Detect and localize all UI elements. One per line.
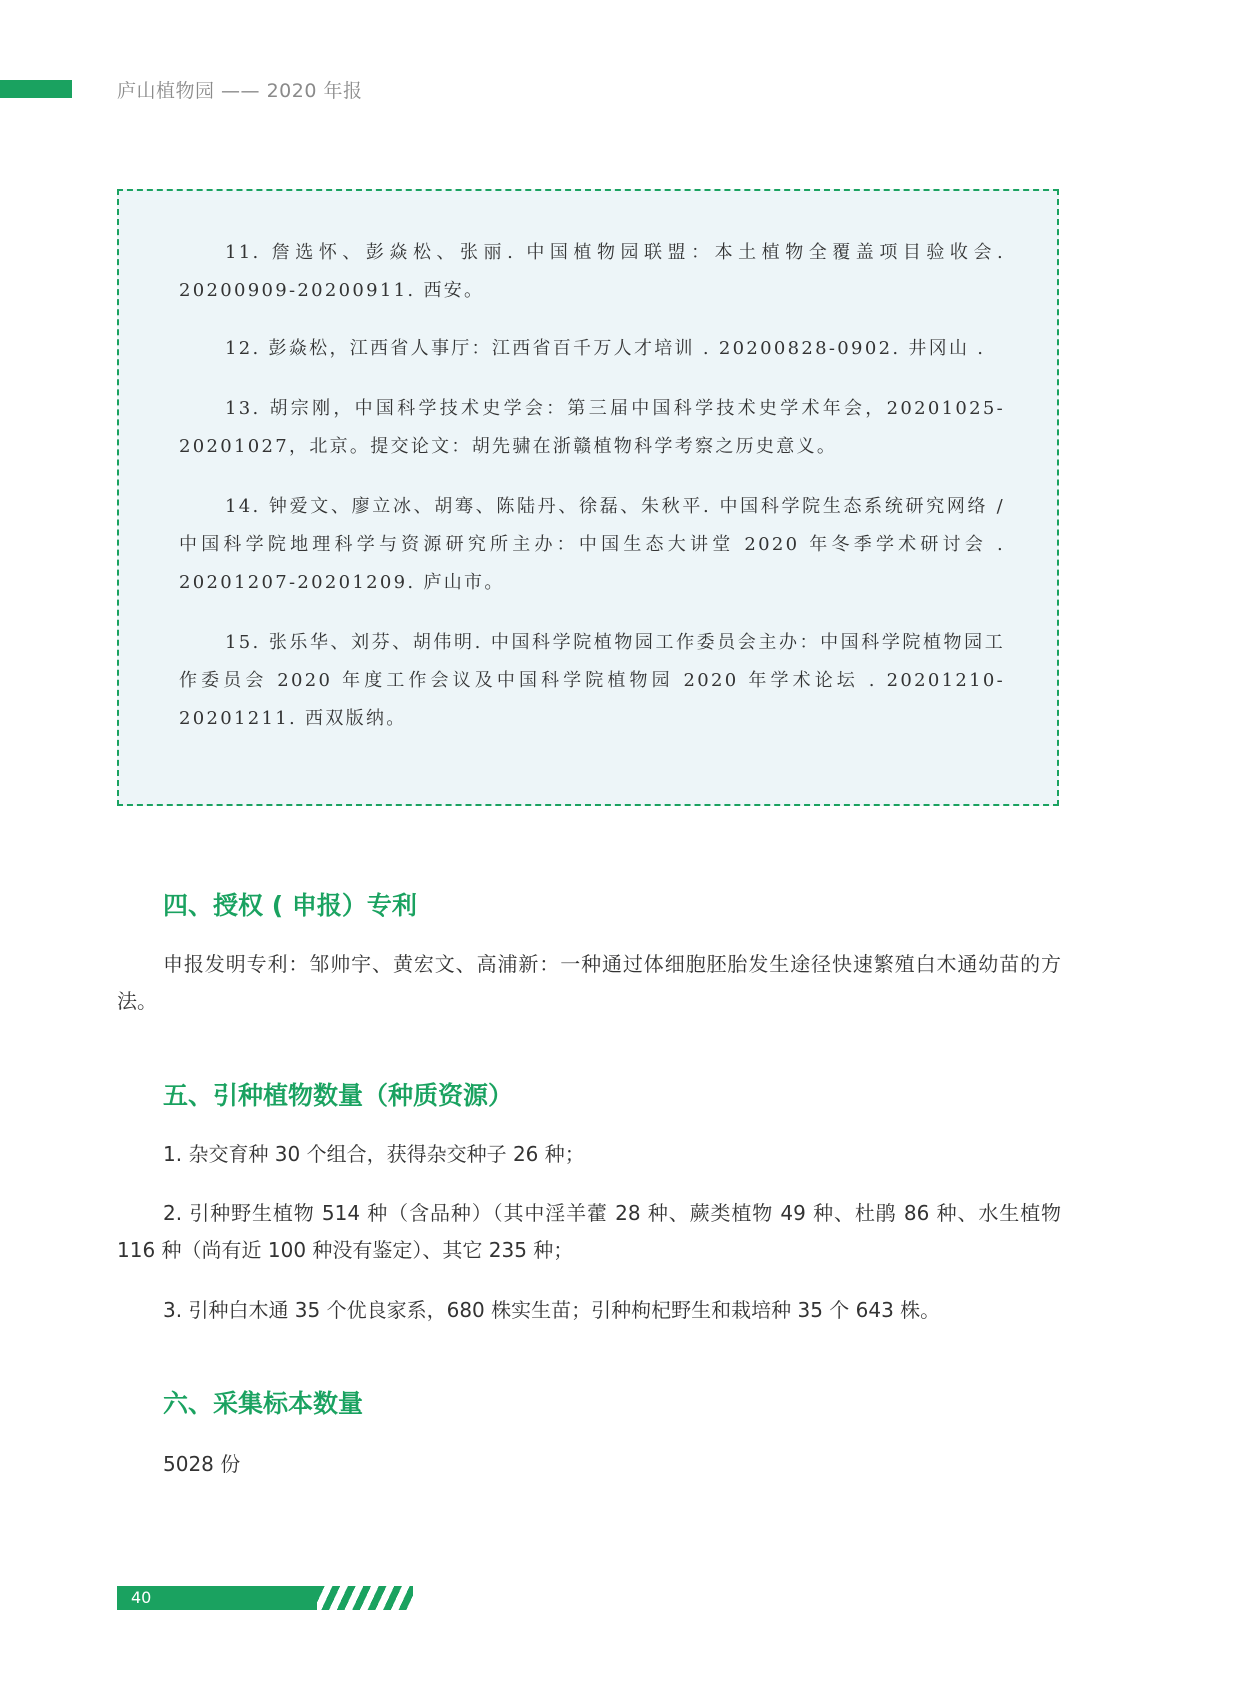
- footer-stripes: [317, 1586, 413, 1610]
- paragraph-akebia-lycium: 3. 引种白木通 35 个优良家系，680 株实生苗；引种枸杞野生和栽培种 35 个 643 株。: [163, 1298, 941, 1322]
- reference-item-15: 15. 张乐华、刘芬、胡伟明. 中国科学院植物园工作委员会主办：中国科学院植物园工作委员会 2020 年度工作会议及中国科学院植物园 2020 年学术论坛 . 20201210-20201211. 西双版纳。: [179, 632, 1005, 729]
- paragraph-specimen-count: 5028 份: [163, 1452, 241, 1476]
- header-accent-bar: [0, 80, 72, 98]
- paragraph-hybrid-breeding: 1. 杂交育种 30 个组合，获得杂交种子 26 种；: [163, 1142, 585, 1166]
- paragraph-wild-plants: 2. 引种野生植物 514 种（含品种）（其中淫羊藿 28 种、蕨类植物 49 种、杜鹃 86 种、水生植物 116 种（尚有近 100 种没有鉴定）、其它 235 种；: [117, 1201, 1061, 1262]
- page-number: 40: [131, 1588, 152, 1607]
- page-number-bar: [117, 1586, 317, 1610]
- reference-item-12: 12. 彭焱松，江西省人事厅：江西省百千万人才培训 . 20200828-0902. 井冈山 .: [225, 338, 986, 359]
- reference-item-14: 14. 钟爱文、廖立冰、胡骞、陈陆丹、徐磊、朱秋平. 中国科学院生态系统研究网络 / 中国科学院地理科学与资源研究所主办：中国生态大讲堂 2020 年冬季学术研讨会 . 20201207-20201209. 庐山市。: [179, 496, 1005, 593]
- reference-item-13: 13. 胡宗刚，中国科学技术史学会：第三届中国科学技术史学术年会，20201025-20201027，北京。提交论文：胡先骕在浙赣植物科学考察之历史意义。: [179, 398, 1005, 457]
- reference-item-11: 11. 詹选怀、彭焱松、张丽. 中国植物园联盟：本土植物全覆盖项目验收会. 20200909-20200911. 西安。: [179, 242, 1005, 301]
- paragraph-patent: 申报发明专利：邹帅宇、黄宏文、高浦新：一种通过体细胞胚胎发生途径快速繁殖白木通幼苗的方法。: [117, 952, 1061, 1013]
- section-heading-introduced-plants: 五、引种植物数量（种质资源）: [163, 1081, 514, 1110]
- running-header: 庐山植物园 —— 2020 年报: [117, 80, 363, 102]
- reference-box: [117, 189, 1059, 806]
- section-heading-patents: 四、授权 ( 申报）专利: [163, 891, 417, 920]
- section-heading-specimens: 六、采集标本数量: [163, 1389, 364, 1418]
